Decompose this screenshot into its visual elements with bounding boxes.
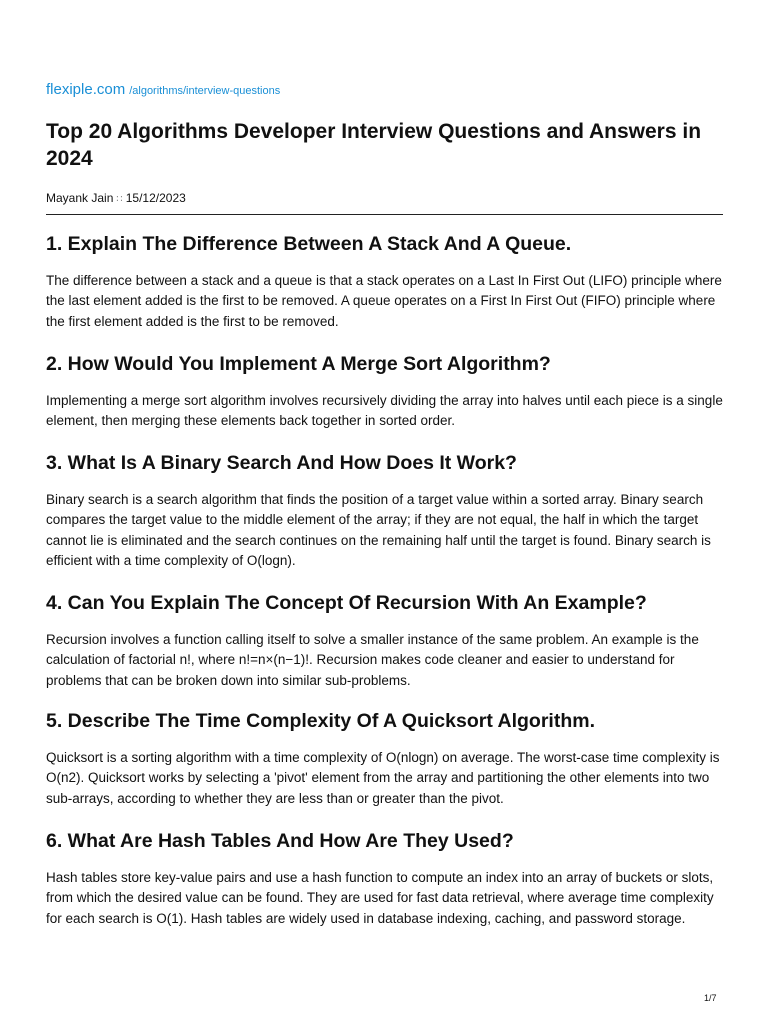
- section-body: Quicksort is a sorting algorithm with a time complexity of O(nlogn) on average. The worst-case time complexity is O(n2). Quicksort works by selecting a 'pivot' element from the array and partitioning the other elements into two sub-arrays, according to whether they are less than or greater than the pivot.: [46, 750, 720, 806]
- article-meta: [46, 191, 186, 205]
- author-name: Mayank Jain: [46, 191, 114, 205]
- section-heading: 3. What Is A Binary Search And How Does It Work?: [46, 452, 517, 474]
- section-body: Implementing a merge sort algorithm involves recursively dividing the array into halves until each piece is a single element, then merging these elements back together in sorted order.: [46, 393, 723, 429]
- section-3: [46, 451, 723, 571]
- section-2: [46, 352, 723, 432]
- section-heading: 2. How Would You Implement A Merge Sort Algorithm?: [46, 353, 551, 375]
- section-4: [46, 591, 723, 691]
- section-heading: 1. Explain The Difference Between A Stack And A Queue.: [46, 233, 572, 255]
- section-heading: 4. Can You Explain The Concept Of Recursion With An Example?: [46, 592, 647, 614]
- section-body: The difference between a stack and a queue is that a stack operates on a Last In First Out (LIFO) principle where the last element added is the first to be removed. A queue operates on a First In First Out (FIFO) principle where the first element added is the first to be removed.: [46, 273, 722, 329]
- section-6: [46, 829, 723, 929]
- section-body: Recursion involves a function calling itself to solve a smaller instance of the same problem. An example is the calculation of factorial n!, where n!=n×(n−1)!. Recursion makes code cleaner and easier to understand for problems that can be broken down into similar sub-problems.: [46, 632, 699, 688]
- meta-separator: ∷: [116, 194, 123, 205]
- site-link[interactable]: flexiple.com: [46, 81, 126, 98]
- section-heading: 6. What Are Hash Tables And How Are They Used?: [46, 830, 514, 852]
- header-divider: [46, 214, 723, 215]
- publish-date: 15/12/2023: [125, 191, 186, 205]
- breadcrumb-path-link[interactable]: /algorithms/interview-questions: [129, 85, 281, 97]
- section-heading: 5. Describe The Time Complexity Of A Quicksort Algorithm.: [46, 710, 596, 732]
- page-number: 1/7: [704, 993, 717, 1003]
- section-1: [46, 232, 723, 332]
- section-5: [46, 709, 723, 809]
- breadcrumb: [46, 81, 280, 99]
- section-body: Binary search is a search algorithm that finds the position of a target value within a sorted array. Binary search compares the target value to the middle element of the array; if they are not equal, the half in which the target cannot lie is eliminated and the search continues on the remaining half until the target is found. Binary search is efficient with a time complexity of O(logn).: [46, 492, 711, 568]
- section-body: Hash tables store key-value pairs and use a hash function to compute an index into an array of buckets or slots, from which the desired value can be found. They are used for fast data retrieval, where average time complexity for each search is O(1). Hash tables are widely used in database indexing, caching, and password storage.: [46, 870, 714, 926]
- page-title: Top 20 Algorithms Developer Interview Questions and Answers in 2024: [46, 120, 702, 170]
